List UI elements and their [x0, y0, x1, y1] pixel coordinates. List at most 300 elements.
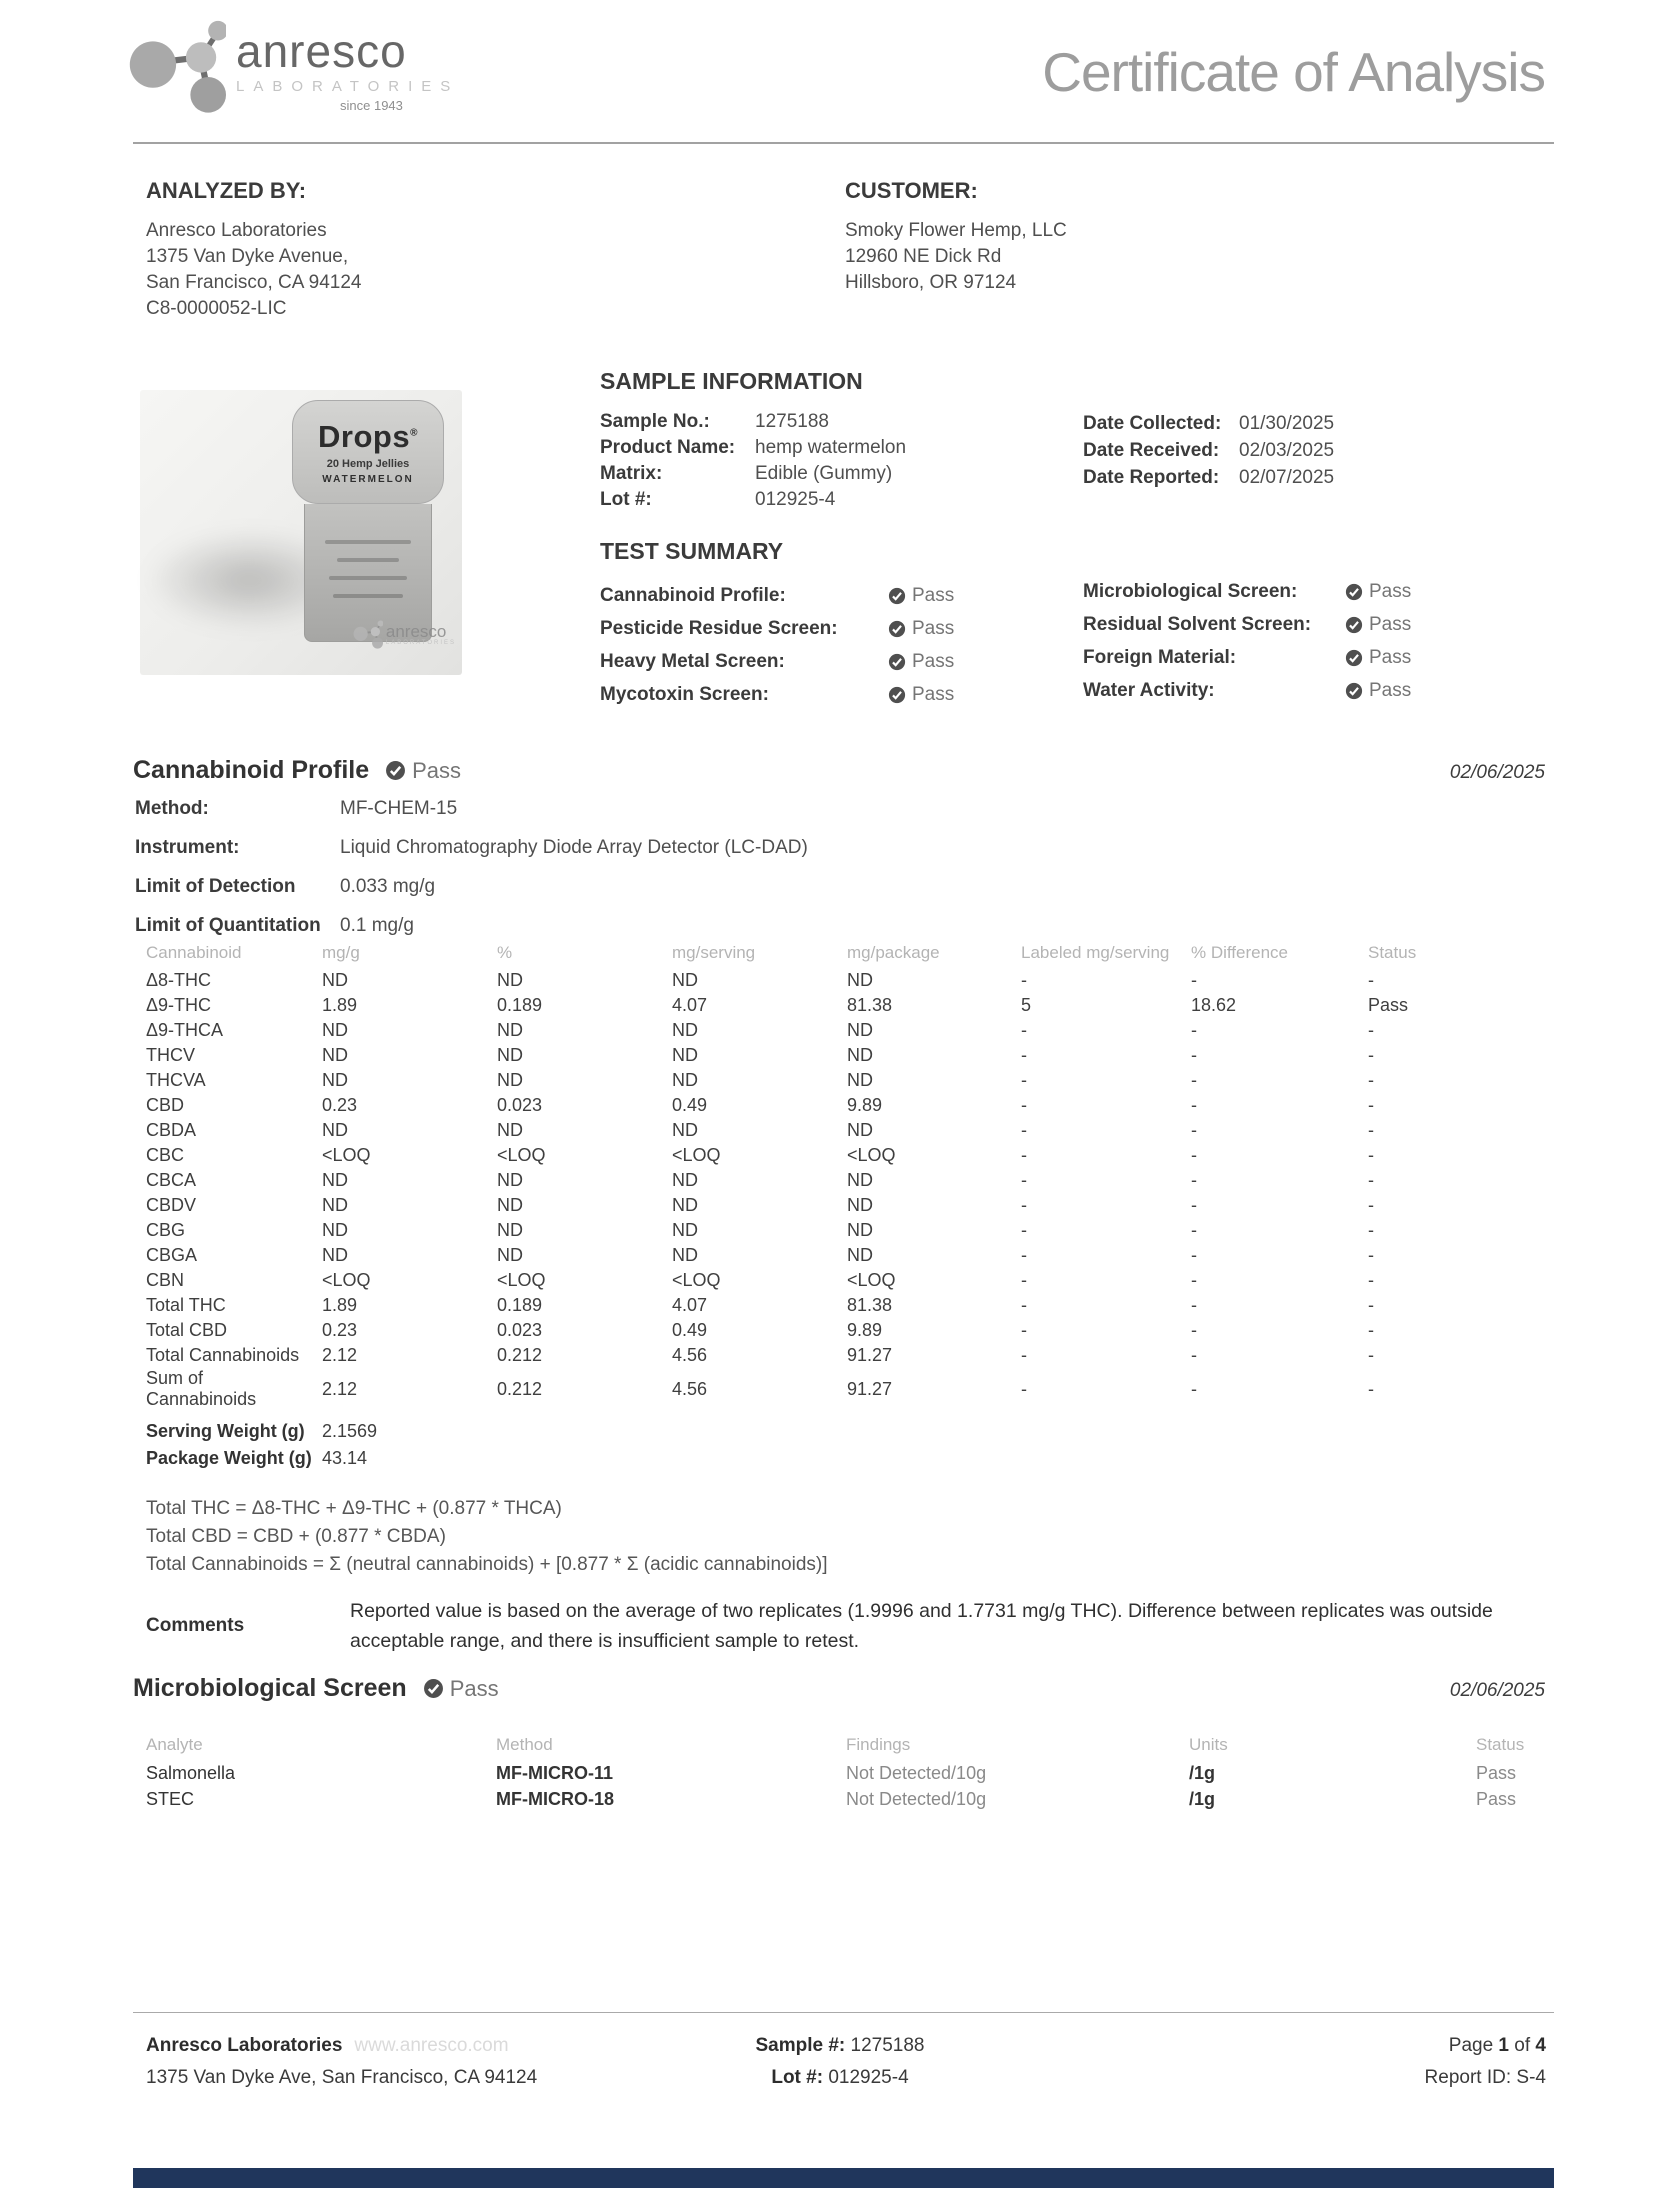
- cell-cannabinoid: Δ8-THC: [146, 970, 212, 990]
- table-header-row: [146, 1730, 1546, 1760]
- sample-information: [600, 368, 906, 513]
- cell-cannabinoid: CBCA: [146, 1170, 197, 1190]
- date-label: Date Received:: [1083, 440, 1220, 461]
- footer-center: [600, 2030, 1080, 2094]
- cell-labeled: -: [1021, 1245, 1027, 1265]
- cell-labeled: -: [1021, 1070, 1027, 1090]
- cell-labeled: -: [1021, 1020, 1027, 1040]
- cell-mg-g: 2.12: [322, 1345, 358, 1365]
- cannabinoid-method-info: [135, 796, 808, 952]
- cell-labeled: -: [1021, 1120, 1027, 1140]
- cell-mg-serving: ND: [672, 1070, 698, 1090]
- cell-mg-serving: 4.07: [672, 995, 708, 1015]
- cell-status: -: [1368, 1245, 1374, 1265]
- cell-status: -: [1368, 1195, 1374, 1215]
- pass-check-icon: [888, 686, 906, 704]
- cell-labeled: -: [1021, 1220, 1027, 1240]
- cell-cannabinoid: Total CBD: [146, 1320, 228, 1340]
- cell-difference: 18.62: [1191, 995, 1237, 1015]
- field-label: Sample No.:: [600, 411, 710, 432]
- pass-text: Pass: [912, 617, 955, 639]
- pass-badge: [423, 1676, 499, 1702]
- meta-label: Instrument:: [135, 837, 240, 858]
- section-title: Cannabinoid Profile: [133, 756, 370, 784]
- formula-line: Total CBD = CBD + (0.877 * CBDA): [146, 1526, 446, 1547]
- cell-mg-g: ND: [322, 970, 348, 990]
- weight-label: Package Weight (g): [146, 1448, 312, 1468]
- cell-percent: ND: [497, 1195, 523, 1215]
- cell-mg-g: 0.23: [322, 1320, 358, 1340]
- cell-cannabinoid: Δ9-THCA: [146, 1020, 224, 1040]
- cell-status: -: [1368, 1295, 1374, 1315]
- address-line: Smoky Flower Hemp, LLC: [845, 220, 1067, 241]
- cell-percent: 0.212: [497, 1345, 543, 1365]
- column-header: Findings: [846, 1735, 911, 1754]
- cell-labeled: -: [1021, 1045, 1027, 1065]
- field-label: Lot #:: [600, 489, 652, 510]
- weight-row: [146, 1418, 1546, 1445]
- pass-check-icon: [888, 620, 906, 638]
- date-row: [1083, 410, 1334, 437]
- cell-difference: -: [1191, 1145, 1197, 1165]
- pass-check-icon: [888, 653, 906, 671]
- test-summary-right: [1083, 575, 1411, 707]
- table-row: [146, 1243, 1546, 1268]
- test-summary-row: [1083, 608, 1411, 641]
- molecule-icon: [128, 16, 226, 114]
- cell-mg-serving: ND: [672, 1045, 698, 1065]
- cell-percent: 0.212: [497, 1378, 543, 1399]
- test-summary-row: [600, 678, 954, 711]
- date-value: 02/07/2025: [1239, 467, 1335, 488]
- report-id-value: S-4: [1516, 2067, 1546, 2088]
- field-value: hemp watermelon: [755, 437, 907, 458]
- cell-status: -: [1368, 1145, 1374, 1165]
- cell-mg-package: 91.27: [847, 1345, 893, 1365]
- address-line: 12960 NE Dick Rd: [845, 246, 1002, 267]
- cell-cannabinoid: CBC: [146, 1145, 185, 1165]
- cell-cannabinoid: CBN: [146, 1270, 185, 1290]
- formula-line: Total THC = Δ8-THC + Δ9-THC + (0.877 * THCA): [146, 1498, 562, 1519]
- cell-percent: ND: [497, 1045, 523, 1065]
- cell-cannabinoid: THCV: [146, 1045, 195, 1065]
- cell-difference: -: [1191, 1345, 1197, 1365]
- formulas: [146, 1496, 828, 1580]
- cell-labeled: 5: [1021, 995, 1032, 1015]
- cell-labeled: -: [1021, 970, 1027, 990]
- footer-lot-value: 012925-4: [828, 2067, 909, 2088]
- formula-line: Total Cannabinoids = Σ (neutral cannabinoids) + [0.877 * Σ (acidic cannabinoids)]: [146, 1554, 828, 1575]
- table-row: [146, 1760, 1546, 1786]
- page-number: 1: [1498, 2035, 1509, 2056]
- cell-labeled: -: [1021, 1270, 1027, 1290]
- section-title: Microbiological Screen: [133, 1674, 407, 1702]
- table-header-row: [146, 938, 1546, 968]
- pass-check-icon: [1345, 682, 1363, 700]
- customer-heading: CUSTOMER:: [845, 178, 978, 203]
- table-row: [146, 1168, 1546, 1193]
- meta-label: Limit of Quantitation: [135, 915, 321, 936]
- cell-status: -: [1368, 1020, 1374, 1040]
- meta-value: Liquid Chromatography Diode Array Detector (LC-DAD): [340, 837, 808, 858]
- cell-mg-g: ND: [322, 1170, 348, 1190]
- cell-mg-serving: ND: [672, 1020, 698, 1040]
- address-line: C8-0000052-LIC: [146, 298, 287, 319]
- column-header: Method: [496, 1735, 553, 1754]
- test-label: Water Activity:: [1083, 679, 1215, 701]
- cell-status: Pass: [1476, 1762, 1517, 1783]
- cell-percent: 0.189: [497, 995, 543, 1015]
- pass-check-icon: [385, 760, 406, 781]
- table-row: [146, 1318, 1546, 1343]
- microbiological-screen-heading: [133, 1674, 499, 1703]
- cell-cannabinoid: CBD: [146, 1095, 185, 1115]
- cell-status: -: [1368, 1345, 1374, 1365]
- cell-percent: ND: [497, 1120, 523, 1140]
- cell-mg-package: ND: [847, 1045, 873, 1065]
- field-value: 1275188: [755, 411, 829, 432]
- address-line: Hillsboro, OR 97124: [845, 272, 1017, 293]
- cell-percent: <LOQ: [497, 1145, 546, 1165]
- comments-block: [146, 1596, 1530, 1656]
- cell-percent: ND: [497, 1170, 523, 1190]
- analyzed-by-lines: [146, 218, 361, 322]
- cell-findings: Not Detected/10g: [846, 1788, 987, 1809]
- column-header: mg/package: [847, 943, 940, 962]
- cell-cannabinoid: CBDA: [146, 1120, 197, 1140]
- column-header: Labeled mg/serving: [1021, 943, 1170, 962]
- cell-mg-serving: 0.49: [672, 1320, 708, 1340]
- watermark-brand: anresco: [385, 621, 447, 641]
- cell-cannabinoid: CBGA: [146, 1245, 198, 1265]
- weight-value: 2.1569: [322, 1421, 378, 1441]
- cell-mg-serving: ND: [672, 1170, 698, 1190]
- weight-label: Serving Weight (g): [146, 1421, 305, 1441]
- cell-status: -: [1368, 1120, 1374, 1140]
- test-label: Residual Solvent Screen:: [1083, 613, 1312, 635]
- cell-mg-serving: ND: [672, 1195, 698, 1215]
- cell-mg-serving: <LOQ: [672, 1145, 721, 1165]
- cell-mg-package: ND: [847, 1220, 873, 1240]
- cell-mg-serving: ND: [672, 1120, 698, 1140]
- cell-mg-g: 1.89: [322, 995, 358, 1015]
- cell-cannabinoid: Sum of Cannabinoids: [146, 1368, 257, 1409]
- customer-block: [845, 178, 1067, 296]
- cell-mg-package: ND: [847, 1245, 873, 1265]
- table-row: [146, 1268, 1546, 1293]
- sample-field-row: [600, 487, 906, 513]
- anresco-watermark: [353, 619, 456, 649]
- pass-text: Pass: [1369, 679, 1412, 701]
- cell-mg-g: ND: [322, 1120, 348, 1140]
- cell-units: /1g: [1189, 1762, 1216, 1783]
- meta-value: MF-CHEM-15: [340, 798, 458, 819]
- test-summary-row: [600, 645, 954, 678]
- cell-mg-package: 81.38: [847, 995, 893, 1015]
- bottom-accent-bar: [133, 2168, 1554, 2188]
- cell-mg-g: ND: [322, 1070, 348, 1090]
- cell-mg-g: ND: [322, 1020, 348, 1040]
- field-value: Edible (Gummy): [755, 463, 893, 484]
- cell-difference: -: [1191, 1220, 1197, 1240]
- cell-labeled: -: [1021, 1095, 1027, 1115]
- cell-mg-g: ND: [322, 1245, 348, 1265]
- pass-badge: [888, 651, 954, 673]
- date-row: [1083, 437, 1334, 464]
- pass-badge: [888, 684, 954, 706]
- pass-badge: [1345, 647, 1411, 669]
- pass-text: Pass: [412, 757, 462, 783]
- footer-address: 1375 Van Dyke Ave, San Francisco, CA 94124: [146, 2067, 538, 2088]
- cell-mg-package: 9.89: [847, 1095, 883, 1115]
- meta-row: [135, 874, 808, 900]
- tin-brand: Drops: [318, 419, 411, 454]
- cell-percent: ND: [497, 970, 523, 990]
- cell-cannabinoid: Total THC: [146, 1295, 226, 1315]
- cell-mg-serving: 0.49: [672, 1095, 708, 1115]
- cell-mg-serving: 4.56: [672, 1345, 708, 1365]
- tin-flavor: WATERMELON: [322, 474, 414, 485]
- footer-right: [1425, 2030, 1546, 2094]
- pass-text: Pass: [912, 683, 955, 705]
- cell-mg-serving: <LOQ: [672, 1270, 721, 1290]
- cell-difference: -: [1191, 1170, 1197, 1190]
- cell-mg-serving: 4.56: [672, 1378, 708, 1399]
- cell-status: -: [1368, 1270, 1374, 1290]
- cell-status: -: [1368, 1320, 1374, 1340]
- cell-mg-g: ND: [322, 1045, 348, 1065]
- cell-difference: -: [1191, 1295, 1197, 1315]
- table-row: [146, 1018, 1546, 1043]
- test-label: Mycotoxin Screen:: [600, 683, 769, 705]
- cell-difference: -: [1191, 1020, 1197, 1040]
- footer-website: www.anresco.com: [354, 2035, 509, 2056]
- customer-lines: [845, 218, 1067, 296]
- pass-text: Pass: [912, 650, 955, 672]
- cell-mg-package: 81.38: [847, 1295, 893, 1315]
- cell-mg-g: ND: [322, 1195, 348, 1215]
- cell-difference: -: [1191, 1045, 1197, 1065]
- column-header: Analyte: [146, 1735, 203, 1754]
- cell-labeled: -: [1021, 1295, 1027, 1315]
- table-row: [146, 1343, 1546, 1368]
- microbiological-screen-date: 02/06/2025: [1449, 1680, 1545, 1701]
- trademark-symbol: ®: [410, 427, 418, 439]
- field-label: Product Name:: [600, 437, 736, 458]
- cell-cannabinoid: THCVA: [146, 1070, 206, 1090]
- cell-mg-serving: ND: [672, 970, 698, 990]
- cell-status: -: [1368, 1070, 1374, 1090]
- pass-check-icon: [888, 587, 906, 605]
- column-header: mg/g: [322, 943, 360, 962]
- meta-label: Limit of Detection: [135, 876, 296, 897]
- table-row: [146, 1193, 1546, 1218]
- address-line: Anresco Laboratories: [146, 220, 327, 241]
- header-divider: [133, 142, 1554, 144]
- cell-percent: ND: [497, 1020, 523, 1040]
- date-label: Date Collected:: [1083, 413, 1222, 434]
- pass-text: Pass: [1369, 646, 1412, 668]
- test-summary: [600, 538, 954, 711]
- comments-text: Reported value is based on the average of two replicates (1.9996 and 1.7731 mg/g THC). Difference between replicates was outside acceptable range, and there is insufficient sample to retest.: [350, 1600, 1493, 1652]
- column-header: Cannabinoid: [146, 943, 242, 962]
- pass-check-icon: [1345, 583, 1363, 601]
- cell-mg-package: ND: [847, 1070, 873, 1090]
- table-row: [146, 993, 1546, 1018]
- watermark-sub: LABORATORIES: [385, 639, 456, 646]
- cell-difference: -: [1191, 1245, 1197, 1265]
- sample-field-row: [600, 435, 906, 461]
- cell-percent: <LOQ: [497, 1270, 546, 1290]
- test-summary-row: [1083, 674, 1411, 707]
- pass-check-icon: [1345, 649, 1363, 667]
- cell-units: /1g: [1189, 1788, 1216, 1809]
- column-header: % Difference: [1191, 943, 1289, 962]
- cell-mg-package: 9.89: [847, 1320, 883, 1340]
- test-label: Heavy Metal Screen:: [600, 650, 785, 672]
- table-row: [146, 1143, 1546, 1168]
- cell-percent: 0.023: [497, 1095, 543, 1115]
- column-header: Units: [1189, 1735, 1228, 1754]
- pass-badge: [1345, 581, 1411, 603]
- table-row: [146, 1118, 1546, 1143]
- cell-cannabinoid: CBG: [146, 1220, 186, 1240]
- table-row: [146, 1368, 1546, 1410]
- field-value: 012925-4: [755, 489, 836, 510]
- sample-field-row: [600, 461, 906, 487]
- table-row: [146, 1218, 1546, 1243]
- cell-percent: ND: [497, 1070, 523, 1090]
- cell-difference: -: [1191, 1320, 1197, 1340]
- cell-mg-package: ND: [847, 970, 873, 990]
- date-value: 02/03/2025: [1239, 440, 1335, 461]
- pass-text: Pass: [1369, 580, 1412, 602]
- cell-labeled: -: [1021, 1320, 1027, 1340]
- cell-labeled: -: [1021, 1345, 1027, 1365]
- test-summary-left: [600, 579, 954, 711]
- test-label: Foreign Material:: [1083, 646, 1237, 668]
- weights: [146, 1418, 1546, 1472]
- column-header: Status: [1368, 943, 1417, 962]
- cell-percent: 0.189: [497, 1295, 543, 1315]
- meta-value: 0.033 mg/g: [340, 876, 436, 897]
- cell-findings: Not Detected/10g: [846, 1762, 987, 1783]
- cell-mg-g: 1.89: [322, 1295, 358, 1315]
- product-photo: [140, 390, 462, 675]
- pass-check-icon: [423, 1678, 444, 1699]
- analyzed-by-heading: ANALYZED BY:: [146, 178, 307, 203]
- analyzed-by-block: [146, 178, 361, 322]
- cell-labeled: -: [1021, 1145, 1027, 1165]
- cell-status: Pass: [1368, 995, 1409, 1015]
- cannabinoid-profile-date: 02/06/2025: [1449, 762, 1545, 783]
- cell-status: -: [1368, 1170, 1374, 1190]
- page-of: of: [1514, 2035, 1531, 2056]
- cell-status: -: [1368, 1045, 1374, 1065]
- meta-label: Method:: [135, 798, 209, 819]
- cell-mg-package: ND: [847, 1195, 873, 1215]
- test-label: Pesticide Residue Screen:: [600, 617, 838, 639]
- footer-lot-label: Lot #:: [771, 2067, 824, 2088]
- cell-cannabinoid: CBDV: [146, 1195, 197, 1215]
- column-header: %: [497, 943, 513, 962]
- pass-text: Pass: [912, 584, 955, 606]
- cell-difference: -: [1191, 1270, 1197, 1290]
- pass-text: Pass: [1369, 613, 1412, 635]
- cell-mg-g: 2.12: [322, 1378, 358, 1399]
- report-id-label: Report ID:: [1424, 2067, 1512, 2088]
- anresco-logo: [128, 16, 459, 114]
- sample-dates: [1083, 410, 1334, 491]
- weight-row: [146, 1445, 1546, 1472]
- cell-method: MF-MICRO-18: [496, 1788, 614, 1809]
- cell-mg-package: ND: [847, 1020, 873, 1040]
- cell-method: MF-MICRO-11: [496, 1762, 613, 1783]
- footer-left: [146, 2030, 537, 2094]
- page-label: Page: [1448, 2035, 1494, 2056]
- column-header: mg/serving: [672, 943, 756, 962]
- cell-difference: -: [1191, 1095, 1197, 1115]
- logo-sub: LABORATORIES: [236, 78, 460, 95]
- weight-value: 43.14: [322, 1448, 368, 1468]
- test-summary-row: [600, 612, 954, 645]
- cell-mg-g: 0.23: [322, 1095, 358, 1115]
- pass-badge: [888, 585, 954, 607]
- footer-sample-value: 1275188: [850, 2035, 925, 2056]
- test-summary-heading: TEST SUMMARY: [600, 538, 784, 564]
- cell-cannabinoid: Total Cannabinoids: [146, 1345, 300, 1365]
- pass-badge: [385, 758, 461, 784]
- field-label: Matrix:: [600, 463, 663, 484]
- date-row: [1083, 464, 1334, 491]
- cell-mg-serving: ND: [672, 1220, 698, 1240]
- product-tin: [292, 400, 447, 642]
- test-summary-row: [1083, 641, 1411, 674]
- table-row: [146, 1068, 1546, 1093]
- pass-badge: [888, 618, 954, 640]
- test-summary-row: [600, 579, 954, 612]
- address-line: San Francisco, CA 94124: [146, 272, 362, 293]
- cell-labeled: -: [1021, 1378, 1027, 1399]
- cell-status: -: [1368, 970, 1374, 990]
- cell-mg-serving: 4.07: [672, 1295, 708, 1315]
- table-row: [146, 1043, 1546, 1068]
- cell-mg-package: 91.27: [847, 1378, 893, 1399]
- cell-analyte: Salmonella: [146, 1762, 236, 1783]
- cell-cannabinoid: Δ9-THC: [146, 995, 212, 1015]
- date-value: 01/30/2025: [1239, 413, 1335, 434]
- test-summary-row: [1083, 575, 1411, 608]
- cell-mg-package: <LOQ: [847, 1270, 896, 1290]
- logo-brand: anresco: [236, 25, 407, 77]
- sample-information-heading: SAMPLE INFORMATION: [600, 368, 863, 394]
- cell-difference: -: [1191, 1070, 1197, 1090]
- cannabinoid-table: [146, 938, 1546, 1472]
- pass-badge: [1345, 614, 1411, 636]
- cell-percent: ND: [497, 1220, 523, 1240]
- meta-row: [135, 796, 808, 822]
- sample-fields: [600, 409, 906, 513]
- footer-company: Anresco Laboratories: [146, 2035, 343, 2056]
- meta-value: 0.1 mg/g: [340, 915, 414, 936]
- table-row: [146, 968, 1546, 993]
- page-title: Certificate of Analysis: [1042, 41, 1545, 103]
- meta-row: [135, 913, 808, 939]
- cell-mg-g: <LOQ: [322, 1270, 371, 1290]
- logo-tagline: since 1943: [340, 98, 403, 113]
- cell-percent: 0.023: [497, 1320, 543, 1340]
- cell-difference: -: [1191, 1378, 1197, 1399]
